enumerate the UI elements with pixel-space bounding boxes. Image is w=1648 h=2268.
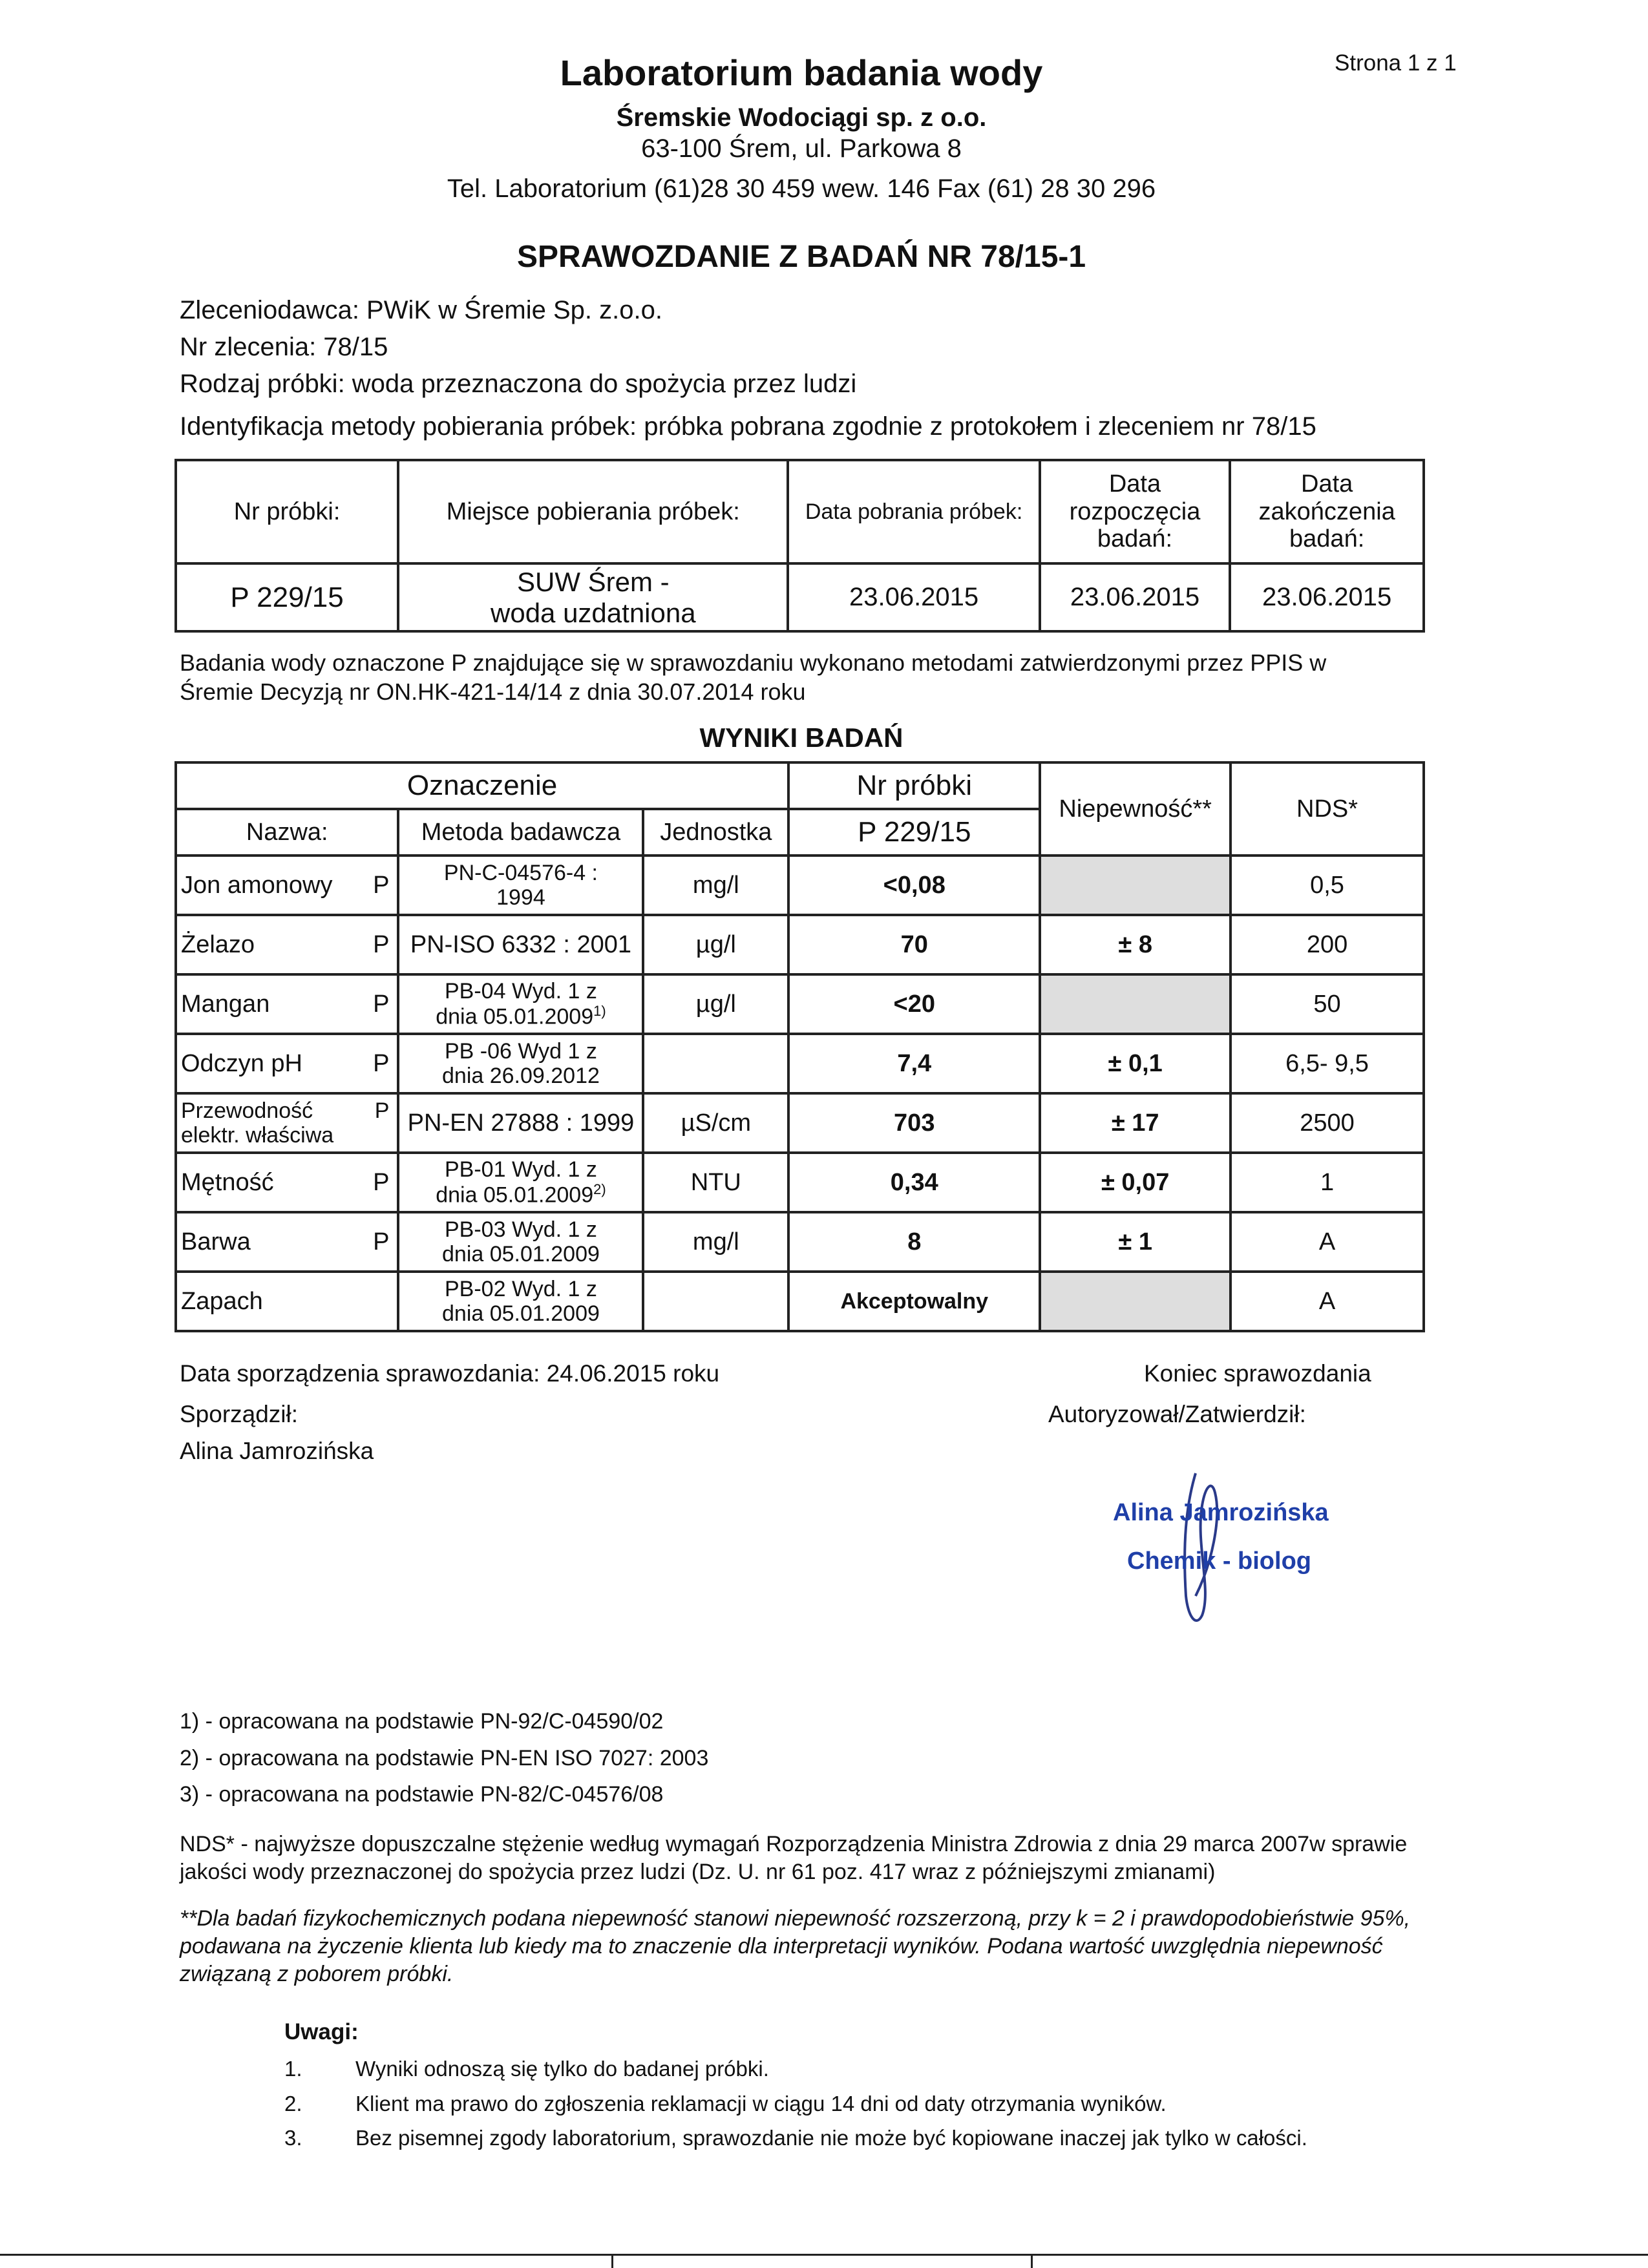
row-flag: P: [373, 1228, 390, 1255]
table-row: [176, 1034, 1424, 1093]
authorized-label: Autoryzował/Zatwierdził:: [1048, 1401, 1306, 1427]
table-row: [176, 1153, 1424, 1212]
order-line: Nr zlecenia: 78/15: [180, 333, 388, 361]
row-value: 703: [788, 1093, 1040, 1153]
stamp-name: Alina Jamrozińska: [1113, 1499, 1329, 1526]
table-row: [176, 974, 1424, 1034]
row-method: [398, 1093, 643, 1153]
row-method-line1: PN-EN 27888 : 1999: [407, 1109, 635, 1137]
prepared-name: Alina Jamrozińska: [180, 1438, 374, 1464]
remark-number: 2.: [284, 2092, 302, 2116]
header-date-taken: Data pobrania próbek:: [788, 460, 1039, 563]
row-value: 8: [788, 1212, 1040, 1272]
sample-date-end: 23.06.2015: [1230, 563, 1424, 631]
sample-nr: P 229/15: [176, 563, 398, 631]
row-method: [398, 915, 643, 974]
row-nds: 200: [1231, 915, 1424, 974]
table-row: [176, 1212, 1424, 1272]
footnote-3: 3) - opracowana na podstawie PN-82/C-04576/08: [180, 1782, 664, 1807]
row-name-cell: [176, 1034, 398, 1093]
row-name: Zapach: [181, 1287, 263, 1315]
sample-date-start: 23.06.2015: [1040, 563, 1231, 631]
row-value: 0,34: [788, 1153, 1040, 1212]
row-flag: P: [373, 871, 390, 899]
row-method-line1: PB-01 Wyd. 1 z: [445, 1157, 597, 1182]
header-oznaczenie: Oznaczenie: [176, 762, 788, 809]
row-method-line1: PB-04 Wyd. 1 z: [445, 979, 597, 1004]
row-name-cell: [176, 1093, 398, 1153]
table-row: [176, 915, 1424, 974]
row-method-line2: dnia 05.01.2009: [436, 1004, 594, 1029]
row-method-line1: PN-C-04576-4 :: [443, 860, 598, 885]
row-method: [398, 1153, 643, 1212]
row-uncertainty: ± 0,07: [1040, 1153, 1231, 1212]
row-flag: P: [373, 990, 390, 1018]
nds-note-line1: NDS* - najwyższe dopuszczalne stężenie według wymagań Rozporządzenia Ministra Zdrowia z dnia 29 marca 2007w sprawie: [180, 1832, 1408, 1856]
row-method-line2: dnia 05.01.2009: [442, 1242, 600, 1266]
row-name-cell: [176, 1272, 398, 1331]
header-nazwa: Nazwa:: [176, 809, 398, 856]
company-name: Śremskie Wodociągi sp. z o.o.: [616, 103, 987, 132]
row-method-line2: dnia 05.01.2009: [442, 1301, 600, 1326]
row-value: Akceptowalny: [788, 1272, 1040, 1331]
row-name-cell: [176, 1153, 398, 1212]
sample-place-line1: SUW Śrem -: [516, 567, 670, 598]
row-method-footnote: 1): [593, 1003, 606, 1020]
row-name: Jon amonowy: [181, 871, 333, 899]
row-uncertainty: [1040, 856, 1231, 915]
row-nds: A: [1231, 1272, 1424, 1331]
row-unit: mg/l: [643, 1212, 788, 1272]
row-method-line2: dnia 05.01.2009: [436, 1182, 594, 1208]
row-flag: P: [373, 1168, 390, 1196]
row-name: Mętność: [181, 1168, 274, 1196]
row-name-cell: [176, 856, 398, 915]
row-nds: 0,5: [1231, 856, 1424, 915]
header-sample-place: Miejsce pobierania próbek:: [398, 460, 788, 563]
row-uncertainty: [1040, 974, 1231, 1034]
row-name-cell: [176, 974, 398, 1034]
uncertainty-note-line3: związaną z poborem próbki.: [180, 1962, 454, 1986]
row-uncertainty: ± 8: [1040, 915, 1231, 974]
remark-text: Bez pisemnej zgody laboratorium, sprawozdanie nie może być kopiowane inaczej jak tylko w całości.: [355, 2126, 1307, 2150]
row-name: Mangan: [181, 990, 270, 1018]
row-value: <0,08: [788, 856, 1040, 915]
row-method-line2: 1994: [496, 885, 545, 910]
bottom-edge-line: [0, 2254, 1648, 2256]
row-name: Barwa: [181, 1228, 251, 1255]
remarks-title: Uwagi:: [284, 2019, 359, 2044]
table-row: [176, 856, 1424, 915]
report-end: Koniec sprawozdania: [1144, 1360, 1371, 1387]
row-unit: [643, 1272, 788, 1331]
row-unit: [643, 1034, 788, 1093]
row-method-footnote: 2): [593, 1181, 606, 1198]
row-method-line2: dnia 26.09.2012: [442, 1064, 600, 1088]
bottom-edge-tick: [611, 2254, 613, 2268]
row-flag: P: [373, 930, 390, 958]
sample-type-line: Rodzaj próbki: woda przeznaczona do spożycia przez ludzi: [180, 370, 857, 398]
uncertainty-note-line1: **Dla badań fizykochemicznych podana niepewność stanowi niepewność rozszerzoną, przy k = 2 i prawdopodobieństwie 95%,: [180, 1906, 1411, 1931]
row-nds: 6,5- 9,5: [1231, 1034, 1424, 1093]
row-flag: P: [373, 1049, 390, 1077]
ppis-note-line2: Śremie Decyzją nr ON.HK-421-14/14 z dnia 30.07.2014 roku: [180, 678, 806, 705]
method-id-line: Identyfikacja metody pobierania próbek: próbka pobrana zgodnie z protokołem i zleceniem nr 78/15: [180, 412, 1316, 441]
sample-table: [174, 459, 1425, 633]
row-name: Odczyn pH: [181, 1049, 302, 1077]
row-unit: µg/l: [643, 974, 788, 1034]
row-method: [398, 856, 643, 915]
row-value: <20: [788, 974, 1040, 1034]
remark-text: Klient ma prawo do zgłoszenia reklamacji w ciągu 14 dni od daty otrzymania wyników.: [355, 2092, 1167, 2116]
header-date-start: [1040, 460, 1231, 563]
footnote-2: 2) - opracowana na podstawie PN-EN ISO 7027: 2003: [180, 1746, 709, 1770]
header-metoda: Metoda badawcza: [398, 809, 643, 856]
header-niepewnosc: Niepewność**: [1040, 762, 1231, 856]
signature-stamp: [1099, 1467, 1370, 1648]
row-uncertainty: ± 1: [1040, 1212, 1231, 1272]
uncertainty-note-line2: podawana na życzenie klienta lub kiedy ma to znaczenie dla interpretacji wyników. Podana wartość uwzględnia niepewność: [180, 1934, 1383, 1958]
header-date-end-line2: zakończenia: [1258, 498, 1395, 525]
row-method-line1: PB-02 Wyd. 1 z: [445, 1276, 597, 1301]
sample-place: [398, 563, 788, 631]
row-method-line1: PN-ISO 6332 : 2001: [410, 930, 632, 958]
company-phone: Tel. Laboratorium (61)28 30 459 wew. 146 Fax (61) 28 30 296: [447, 174, 1156, 203]
row-nds: 50: [1231, 974, 1424, 1034]
sample-date-taken: 23.06.2015: [788, 563, 1039, 631]
client-line: Zleceniodawca: PWiK w Śremie Sp. z.o.o.: [180, 296, 662, 324]
row-value: 7,4: [788, 1034, 1040, 1093]
lab-name: Laboratorium badania wody: [560, 52, 1043, 93]
table-row: [176, 1272, 1424, 1331]
ppis-note-line1: Badania wody oznaczone P znajdujące się w sprawozdaniu wykonano metodami zatwierdzonymi przez PPIS w: [180, 649, 1327, 676]
row-unit: mg/l: [643, 856, 788, 915]
row-flag: P: [374, 1098, 390, 1123]
remark-number: 1.: [284, 2057, 302, 2081]
page-number: Strona 1 z 1: [1335, 50, 1457, 76]
header-nds: NDS*: [1231, 762, 1424, 856]
header-nr-probki: Nr próbki: [788, 762, 1040, 809]
row-value: 70: [788, 915, 1040, 974]
stamp-title: Chemik - biolog: [1127, 1548, 1311, 1575]
sample-place-line2: woda uzdatniona: [491, 597, 696, 628]
row-uncertainty: ± 17: [1040, 1093, 1231, 1153]
results-table: [174, 761, 1425, 1332]
report-title: SPRAWOZDANIE Z BADAŃ NR 78/15-1: [516, 240, 1086, 274]
row-method: [398, 1272, 643, 1331]
row-unit: µg/l: [643, 915, 788, 974]
row-nds: A: [1231, 1212, 1424, 1272]
row-name: Przewodność: [181, 1098, 313, 1123]
row-unit: NTU: [643, 1153, 788, 1212]
row-name-cell: [176, 1212, 398, 1272]
row-nds: 1: [1231, 1153, 1424, 1212]
header-date-start-line2: rozpoczęcia: [1069, 498, 1201, 525]
header-date-start-line3: badań:: [1097, 525, 1173, 553]
remark-text: Wyniki odnoszą się tylko do badanej próbki.: [355, 2057, 769, 2081]
row-unit: µS/cm: [643, 1093, 788, 1153]
row-method-line1: PB -06 Wyd 1 z: [445, 1038, 597, 1064]
row-uncertainty: ± 0,1: [1040, 1034, 1231, 1093]
header-date-start-line1: Data: [1108, 470, 1161, 498]
remark-number: 3.: [284, 2126, 302, 2150]
header-jednostka: Jednostka: [643, 809, 788, 856]
row-method: [398, 1212, 643, 1272]
header-date-end-line3: badań:: [1289, 525, 1365, 553]
row-method: [398, 974, 643, 1034]
row-name: Żelazo: [181, 930, 255, 958]
header-date-end-line1: Data: [1301, 470, 1353, 498]
nds-note-line2: jakości wody przeznaczonej do spożycia przez ludzi (Dz. U. nr 61 poz. 417 wraz z późniejszymi zmianami): [180, 1860, 1216, 1884]
footnote-1: 1) - opracowana na podstawie PN-92/C-04590/02: [180, 1709, 664, 1734]
row-method: [398, 1034, 643, 1093]
results-title: WYNIKI BADAŃ: [699, 722, 903, 753]
report-date: Data sporządzenia sprawozdania: 24.06.2015 roku: [180, 1360, 720, 1387]
row-nds: 2500: [1231, 1093, 1424, 1153]
row-name-cell: [176, 915, 398, 974]
row-method-line1: PB-03 Wyd. 1 z: [445, 1217, 597, 1242]
header-sample: P 229/15: [788, 809, 1040, 856]
company-address: 63-100 Śrem, ul. Parkowa 8: [641, 134, 962, 163]
bottom-edge-tick: [1031, 2254, 1033, 2268]
row-name-line2: elektr. właściwa: [181, 1123, 334, 1148]
prepared-label: Sporządził:: [180, 1401, 299, 1427]
row-uncertainty: [1040, 1272, 1231, 1331]
header-sample-nr: Nr próbki:: [176, 460, 398, 563]
table-row: [176, 1093, 1424, 1153]
header-date-end: [1230, 460, 1424, 563]
